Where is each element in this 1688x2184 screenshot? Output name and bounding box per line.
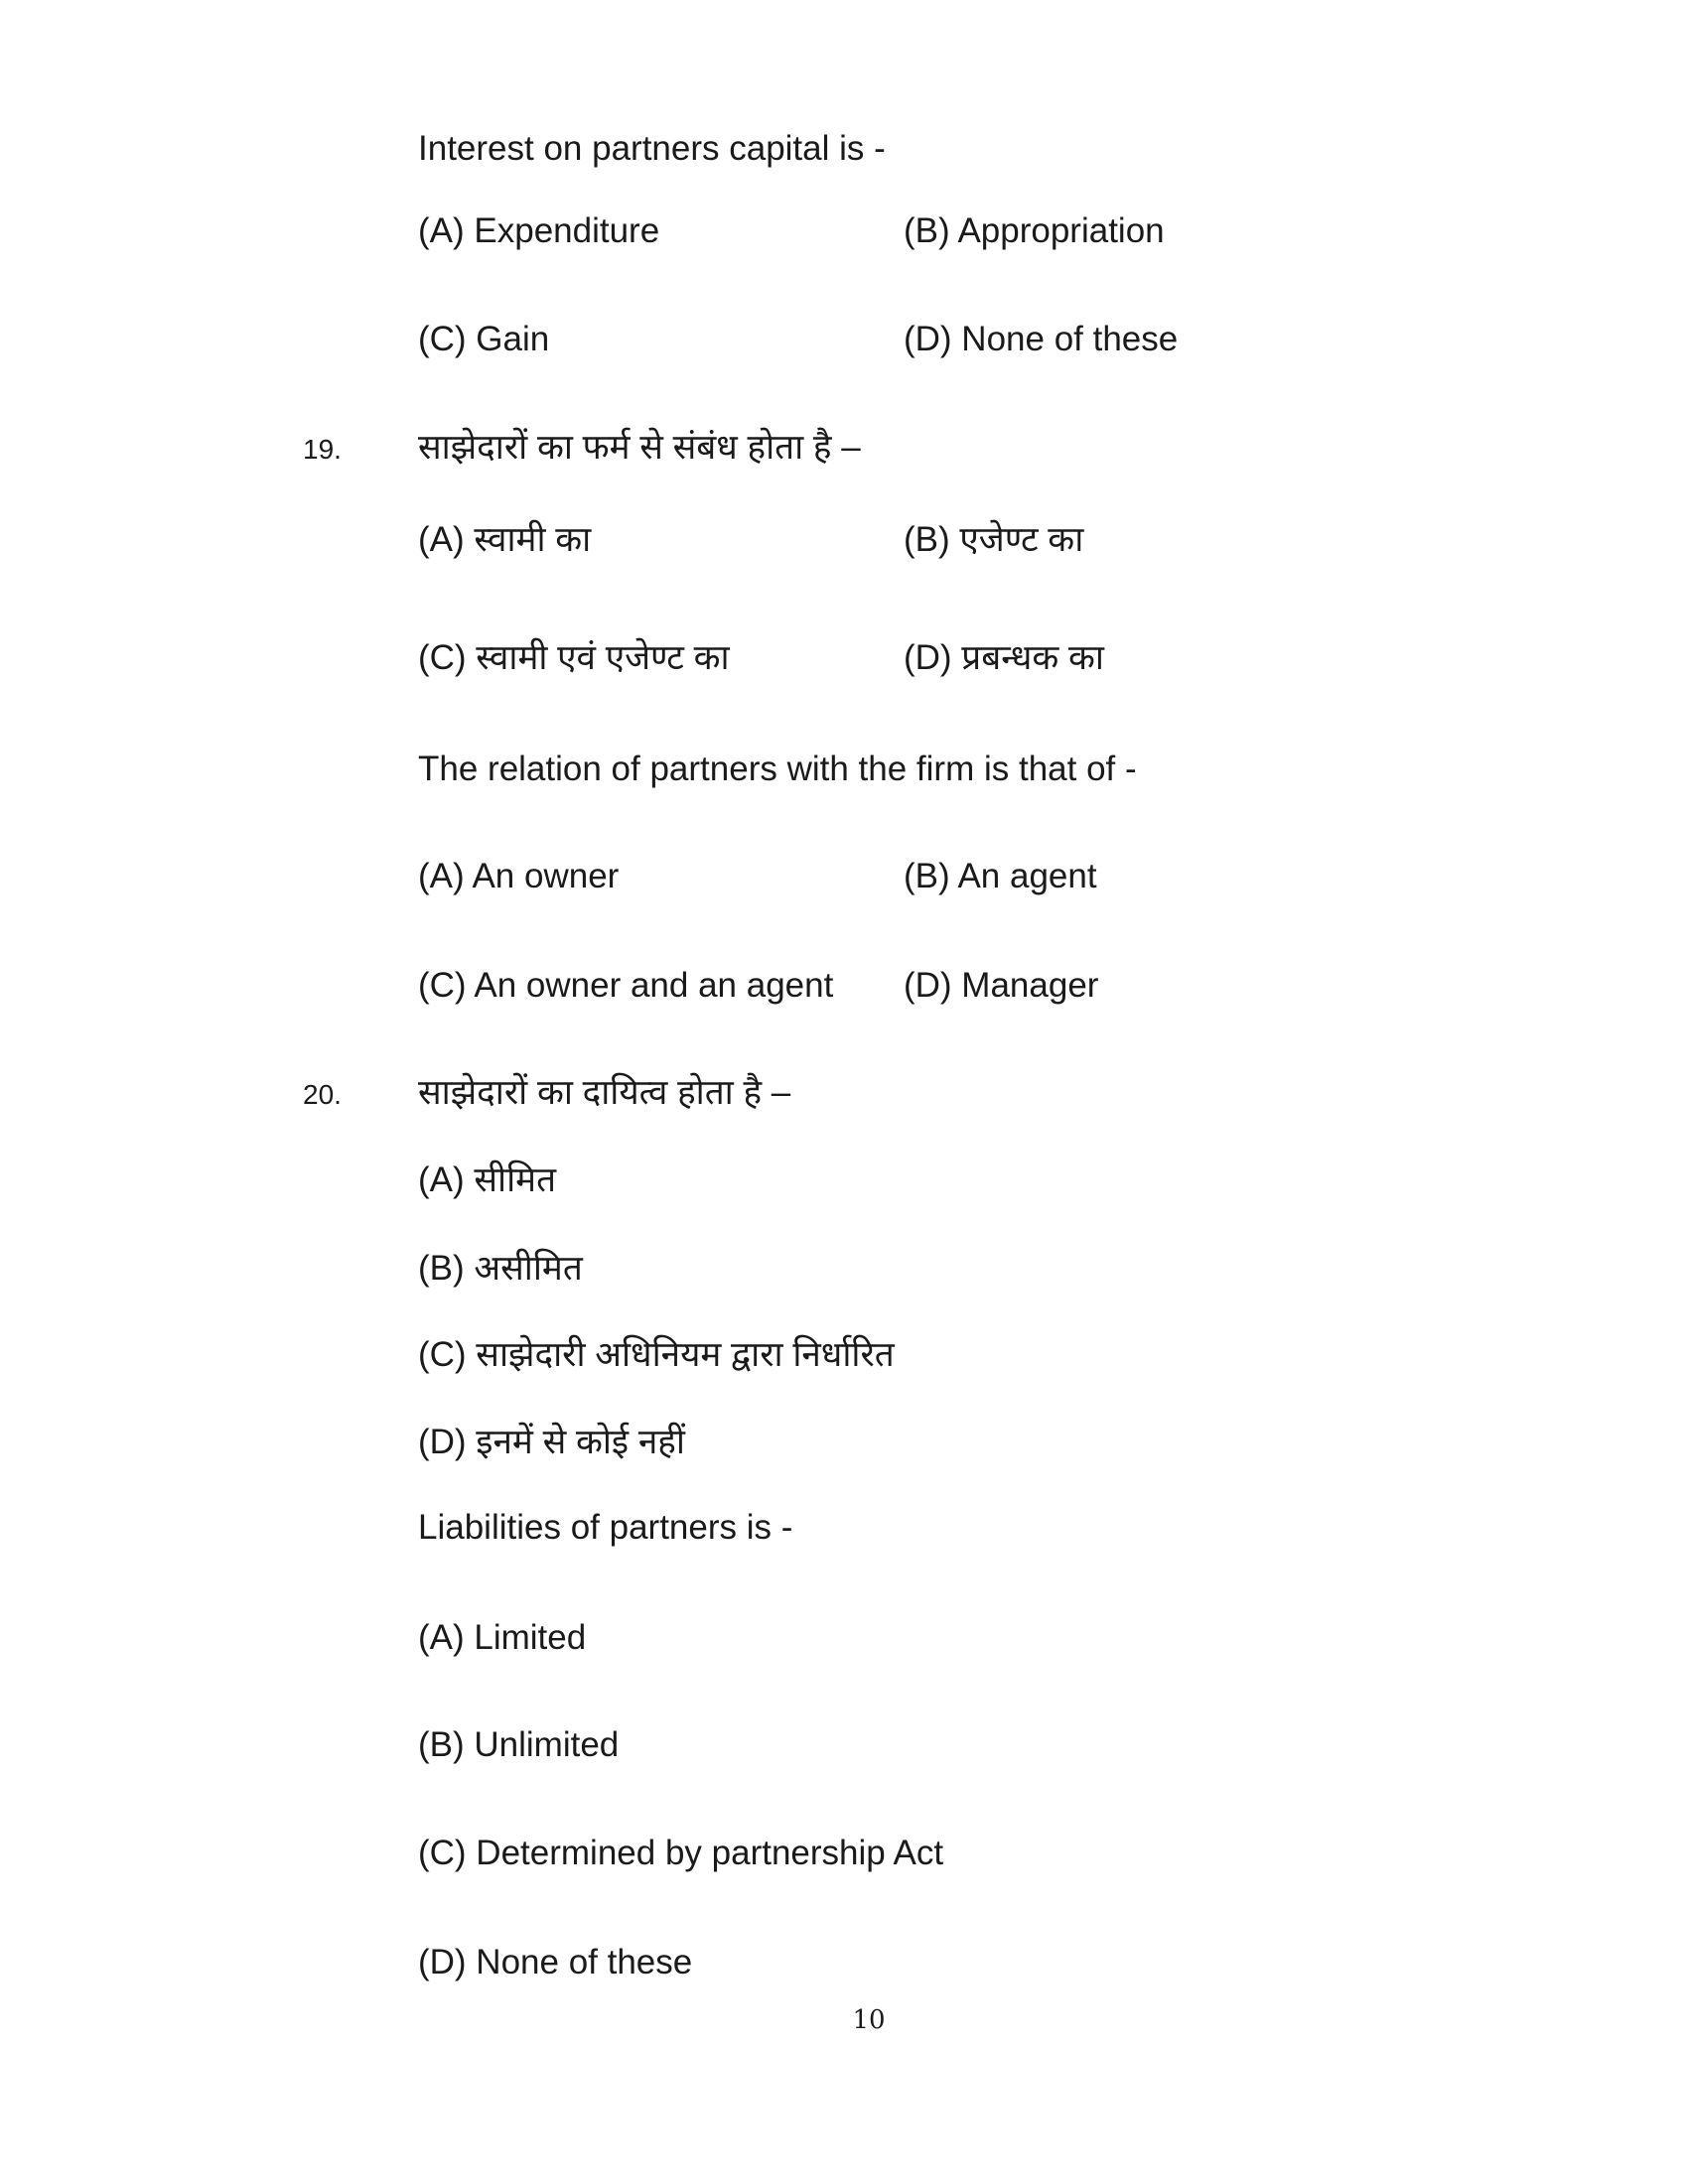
option-b: (B) Unlimited — [418, 1725, 620, 1764]
option-c: (C) Determined by partnership Act — [418, 1834, 944, 1872]
option-d-hindi: (D) प्रबन्धक का — [904, 638, 1104, 677]
option-a-hindi: (A) स्वामी का — [418, 520, 592, 559]
option-d-hindi: (D) इनमें से कोई नहीं — [418, 1423, 685, 1461]
option-b-hindi: (B) असीमित — [418, 1249, 583, 1288]
option-d: (D) Manager — [904, 966, 1099, 1005]
option-a: (A) Limited — [418, 1618, 587, 1657]
question-text: The relation of partners with the firm is that of - — [418, 750, 1137, 788]
option-c: (C) Gain — [418, 320, 550, 358]
option-a-hindi: (A) सीमित — [418, 1160, 557, 1199]
option-c: (C) An owner and an agent — [418, 966, 834, 1005]
option-b: (B) An agent — [904, 857, 1097, 895]
option-b: (B) Appropriation — [904, 211, 1165, 250]
option-a: (A) An owner — [418, 857, 620, 895]
option-c-hindi: (C) साझेदारी अधिनियम द्वारा निर्धारित — [418, 1335, 895, 1374]
option-d: (D) None of these — [904, 320, 1179, 358]
question-text: Interest on partners capital is - — [418, 129, 886, 168]
question-number: 19. — [303, 434, 342, 465]
option-b-hindi: (B) एजेण्ट का — [904, 520, 1084, 559]
question-number: 20. — [303, 1079, 342, 1110]
page-number: 10 — [852, 2005, 886, 2035]
question-text-hindi: साझेदारों का फर्म से संबंध होता है – — [418, 428, 861, 467]
option-a: (A) Expenditure — [418, 211, 660, 250]
question-text: Liabilities of partners is - — [418, 1508, 793, 1547]
question-text-hindi: साझेदारों का दायित्व होता है – — [418, 1073, 791, 1112]
option-c-hindi: (C) स्वामी एवं एजेण्ट का — [418, 638, 730, 677]
option-d: (D) None of these — [418, 1943, 693, 1981]
